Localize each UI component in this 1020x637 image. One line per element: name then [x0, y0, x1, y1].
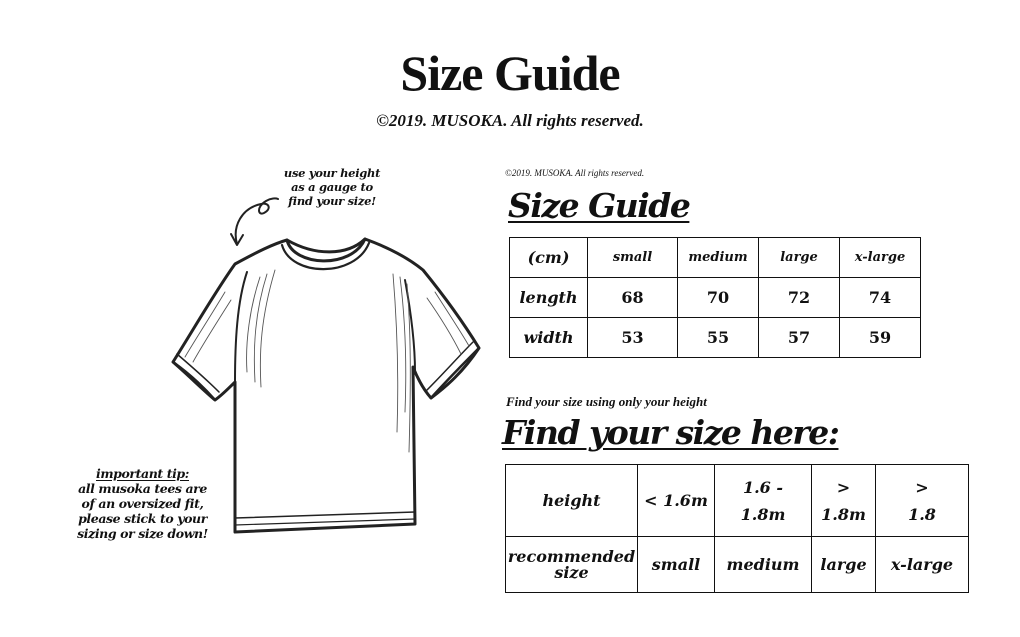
- tip-line: please stick to your: [78, 511, 207, 526]
- tip-line: sizing or size down!: [77, 526, 208, 541]
- height-range-text: >: [915, 477, 929, 497]
- value-cell: 59: [840, 318, 921, 358]
- height-gauge-note: [272, 166, 392, 208]
- value-cell: 57: [759, 318, 840, 358]
- gauge-note-line: find your size!: [288, 194, 376, 208]
- table-row: [510, 318, 921, 358]
- size-guide-table: [509, 237, 921, 358]
- recommended-size-cell: small: [638, 537, 715, 593]
- height-range-text: 1.8: [908, 504, 936, 524]
- height-range-text: 1.8m: [740, 504, 786, 524]
- table-row: [510, 278, 921, 318]
- height-range-cell: [638, 465, 715, 537]
- unit-header-cell: (cm): [510, 238, 588, 278]
- value-cell: 53: [588, 318, 678, 358]
- copyright-notice: ©2019. MUSOKA. All rights reserved.: [376, 111, 644, 130]
- size-header-cell: small: [588, 238, 678, 278]
- size-header-cell: large: [759, 238, 840, 278]
- recommended-size-cell: large: [812, 537, 876, 593]
- value-cell: 72: [759, 278, 840, 318]
- height-range-cell: [876, 465, 969, 537]
- recommended-size-cell: medium: [715, 537, 812, 593]
- height-finder-heading: Find your size here:: [502, 413, 839, 452]
- height-range-text: 1.8m: [821, 504, 866, 524]
- page-title: Size Guide: [400, 45, 620, 101]
- size-header-cell: x-large: [840, 238, 921, 278]
- value-cell: 70: [678, 278, 759, 318]
- tip-line: all musoka tees are: [78, 481, 207, 496]
- size-guide-heading: Size Guide: [508, 186, 690, 225]
- value-cell: 55: [678, 318, 759, 358]
- table-row: [506, 537, 969, 593]
- value-cell: 68: [588, 278, 678, 318]
- gauge-note-line: as a gauge to: [291, 180, 373, 194]
- table-row: [506, 465, 969, 537]
- height-range-text: < 1.6m: [644, 491, 708, 510]
- small-copyright: ©2019. MUSOKA. All rights reserved.: [505, 168, 645, 178]
- height-range-cell: [812, 465, 876, 537]
- recommended-label-text: size: [554, 562, 589, 582]
- recommended-label-cell: [506, 537, 638, 593]
- height-range-text: >: [836, 477, 851, 497]
- table-header-row: [510, 238, 921, 278]
- important-tip: [60, 466, 225, 541]
- recommended-size-cell: x-large: [876, 537, 969, 593]
- row-label-cell: width: [510, 318, 588, 358]
- tip-line: of an oversized fit,: [81, 496, 204, 511]
- height-finder-table: [505, 464, 969, 593]
- value-cell: 74: [840, 278, 921, 318]
- gauge-note-line: use your height: [283, 166, 381, 180]
- size-header-cell: medium: [678, 238, 759, 278]
- height-range-cell: [715, 465, 812, 537]
- recommended-label-text: recommended: [507, 546, 636, 566]
- height-finder-note: Find your size using only your height: [506, 394, 707, 409]
- height-range-text: 1.6 -: [742, 477, 784, 497]
- height-label-cell: height: [506, 465, 638, 537]
- tip-heading: important tip:: [95, 466, 189, 481]
- row-label-cell: length: [510, 278, 588, 318]
